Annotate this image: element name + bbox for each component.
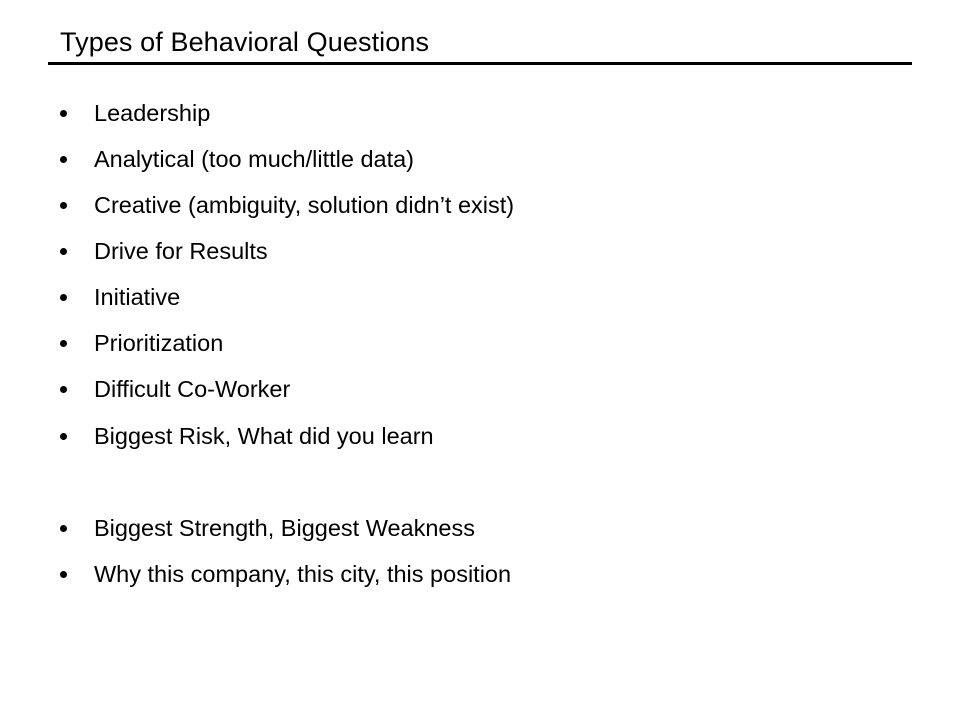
bullet-text: Creative (ambiguity, solution didn’t exist) (94, 191, 515, 218)
bullet-icon (60, 340, 67, 347)
bullet-icon (60, 294, 67, 301)
bullet-icon (60, 525, 67, 532)
bullet-item-analytical (60, 139, 414, 179)
bullet-icon (60, 433, 67, 440)
bullet-icon (60, 110, 67, 117)
bullet-text: Drive for Results (94, 237, 268, 264)
bullet-text: Prioritization (94, 329, 224, 356)
bullet-item-initiative (60, 277, 180, 317)
bullet-text: Difficult Co-Worker (94, 375, 291, 402)
bullet-text: Analytical (too much/little data) (94, 145, 415, 172)
bullet-icon (60, 386, 67, 393)
bullet-item-creative (60, 185, 514, 225)
bullet-item-biggest-strength (60, 508, 475, 548)
slide-title: Types of Behavioral Questions (60, 27, 430, 57)
bullet-item-difficult-co-worker (60, 369, 290, 409)
bullet-text: Biggest Strength, Biggest Weakness (94, 514, 476, 541)
bullet-text: Why this company, this city, this position (94, 560, 512, 587)
bullet-icon (60, 571, 67, 578)
bullet-text: Biggest Risk, What did you learn (94, 422, 434, 449)
bullet-item-drive-for-results (60, 231, 268, 271)
bullet-item-leadership (60, 93, 210, 133)
bullet-text: Leadership (94, 99, 211, 126)
bullet-item-biggest-risk (60, 416, 434, 456)
bullet-icon (60, 202, 67, 209)
bullet-item-prioritization (60, 323, 223, 363)
title-underline (48, 62, 912, 65)
bullet-text: Initiative (94, 283, 181, 310)
bullet-icon (60, 156, 67, 163)
bullet-icon (60, 248, 67, 255)
bullet-item-why-this-company (60, 554, 511, 594)
